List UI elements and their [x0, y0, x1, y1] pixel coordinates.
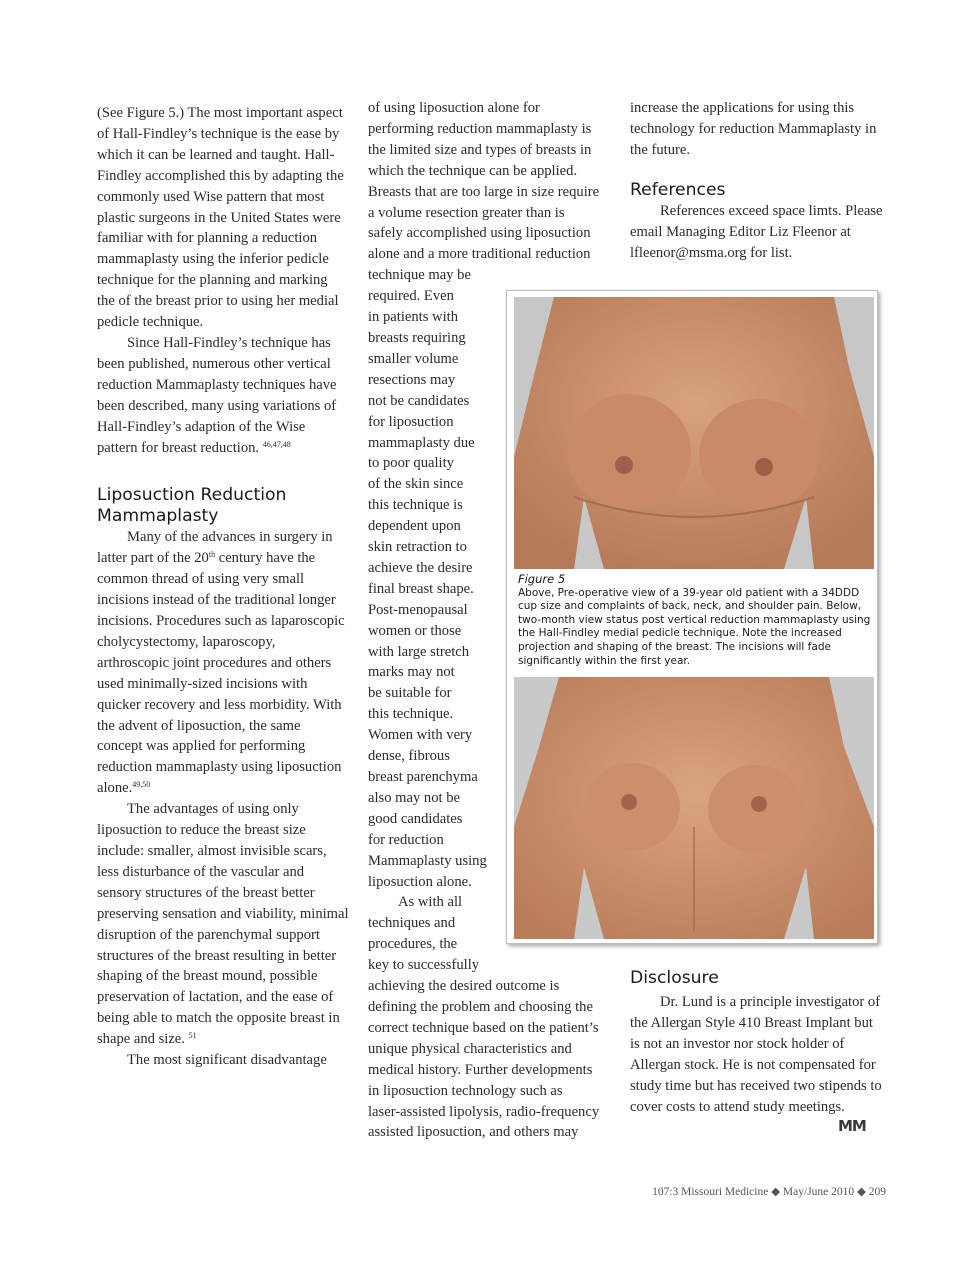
text-line: for reduction — [368, 831, 444, 848]
figure-caption: Figure 5 Above, Pre-operative view of a 39-year old patient with a 34DDD cup size and complaints of back, neck, and shoulder pain. Below, two-month view status post vertical reduction mammaplasty using the Hall-Findley medial pedicle technique. Note the increased projection and shaping of the breast. The incisions will fade significantly within the first year. — [518, 573, 874, 668]
text-line: liposuction alone. — [368, 873, 472, 890]
text-line: technique may be — [368, 267, 471, 284]
page-footer: 107:3 Missouri Medicine ◆ May/June 2010 ◆ 209 — [652, 1186, 886, 1198]
paragraph: The most significant disadvantage — [127, 1052, 327, 1069]
column-left — [97, 103, 349, 1071]
text-line: of the skin since — [368, 476, 464, 493]
text-line: for liposuction — [368, 413, 454, 430]
text-line: of using liposuction alone for — [368, 100, 540, 116]
text-line: required. Even — [368, 288, 454, 305]
text-line: be suitable for — [368, 685, 452, 702]
text-line: laser-assisted lipolysis, radio-frequency — [368, 1103, 600, 1120]
text-line: dependent upon — [368, 518, 461, 535]
citation: 46,47,48 — [262, 439, 291, 449]
text-line: a volume resection greater than is — [368, 204, 565, 221]
paragraph: The advantages of using only liposuction to reduce the breast size include: smaller, almost invisible scars, less disturbance of the vascular and sensory structures of the breast better preserving sensation and viability, minimal disruption of the parenchymal support structures of the breast resulting in better shaping of the breast mound, possible preservation of lactation, and the ease of being able to match the opposite breast in shape and size. $^{51}$ — [97, 801, 349, 1048]
paragraph: (See Figure 5.) The most important aspect of Hall-Findley’s technique is the ease by which it can be learned and taught. Hall-Findley accomplished this by adapting the commonly used Wise pattern that most plastic surgeons in the United States were familiar with for planning a reduction mammaplasty using the inferior pedicle technique for the planning and marking the of the breast prior to using her medial pedicle technique. — [97, 105, 344, 331]
references-heading: References — [630, 179, 726, 200]
text-line: not be candidates — [368, 392, 470, 409]
text-line: good candidates — [368, 810, 463, 827]
text-line: smaller volume — [368, 350, 459, 367]
text-line: Breasts that are too large in size require — [368, 183, 600, 200]
paragraph: Since Hall-Findley’s technique has been published, numerous other vertical reduction Mammaplasty techniques have been described, many using variations of Hall-Findley’s adaption of the Wise pattern for breast reduction. $^{46,47,48}$ — [97, 334, 337, 456]
citation: 49,50 — [132, 780, 151, 790]
text-line: alone and a more traditional reduction — [368, 246, 591, 263]
missouri-medicine-logo: MM — [838, 1118, 880, 1134]
text-line: this technique. — [368, 706, 454, 723]
text-line: the limited size and types of breasts in — [368, 141, 592, 158]
text-line: resections may — [368, 371, 456, 388]
preoperative-photo — [514, 297, 874, 569]
text-line: mammaplasty due — [368, 434, 475, 451]
text-line: key to successfully — [368, 957, 480, 974]
text-line: Post-menopausal — [368, 601, 468, 618]
text-line: breasts requiring — [368, 329, 466, 346]
text-line: performing reduction mammaplasty is — [368, 120, 592, 137]
paragraph — [368, 976, 622, 1143]
text-line: achieving the desired outcome is — [368, 978, 560, 995]
disclosure-text: Dr. Lund is a principle investigator of the Allergan Style 410 Breast Implant but is not an investor nor stock holder of Allergan stock. He is not compensated for study time but has received two stipends to cover costs to attend study meetings. — [630, 994, 882, 1115]
text-line: with large stretch — [368, 643, 470, 660]
text-line: Women with very — [368, 727, 473, 744]
text-line: women or those — [368, 622, 462, 639]
paragraph: increase the applications for using this technology for reduction Mammaplasty in the future. — [630, 100, 877, 158]
text-line: safely accomplished using liposuction — [368, 225, 591, 242]
text-line: also may not be — [368, 789, 461, 806]
paragraph: Many of the advances in surgery in latter part of the 20th century have the common thread of using very small incisions instead of the traditional longer incisions. Procedures such as laparoscopic cholycystectomy, laparoscopy, arthroscopic joint procedures and others used minimally-sized incisions with quicker recovery and less morbidity. With the advent of liposuction, the same concept was applied for performing reduction mammaplasty using liposuction alone.$^{49,50}$ — [97, 529, 345, 797]
figure-title: Figure 5 — [518, 572, 566, 586]
text-line: techniques and — [368, 915, 456, 932]
text-line: Mammaplasty using — [368, 852, 487, 869]
postoperative-photo — [514, 677, 874, 939]
text-line: assisted liposuction, and others may — [368, 1124, 579, 1141]
text-line: breast parenchyma — [368, 769, 478, 785]
disclosure-heading: Disclosure — [630, 968, 719, 988]
text-line: to poor quality — [368, 455, 454, 472]
text-line: skin retraction to — [368, 539, 467, 556]
text-line: this technique is — [368, 497, 463, 514]
text-line: final breast shape. — [368, 580, 474, 597]
citation: 51 — [188, 1031, 197, 1041]
text-line: procedures, the — [368, 936, 458, 953]
text-line: achieve the desire — [368, 559, 473, 576]
text-line: in patients with — [368, 309, 458, 326]
text-line: unique physical characteristics and — [368, 1040, 572, 1057]
text-line: marks may not — [368, 664, 455, 681]
text-line: defining the problem and choosing the — [368, 998, 593, 1015]
paragraph — [368, 98, 622, 286]
section-heading: Liposuction Reduction Mammaplasty — [97, 485, 287, 527]
figure-5 — [506, 290, 878, 944]
references-text: References exceed space limts. Please email Managing Editor Liz Fleenor at lfleenor@msma.org for list. — [630, 202, 883, 261]
text-line: medical history. Further developments — [368, 1061, 593, 1078]
text-line: which the technique can be applied. — [368, 162, 578, 179]
text-line: dense, fibrous — [368, 748, 450, 765]
text-line: correct technique based on the patient’s — [368, 1019, 599, 1036]
text-line: in liposuction technology such as — [368, 1082, 563, 1099]
text-line: As with all — [398, 894, 463, 911]
